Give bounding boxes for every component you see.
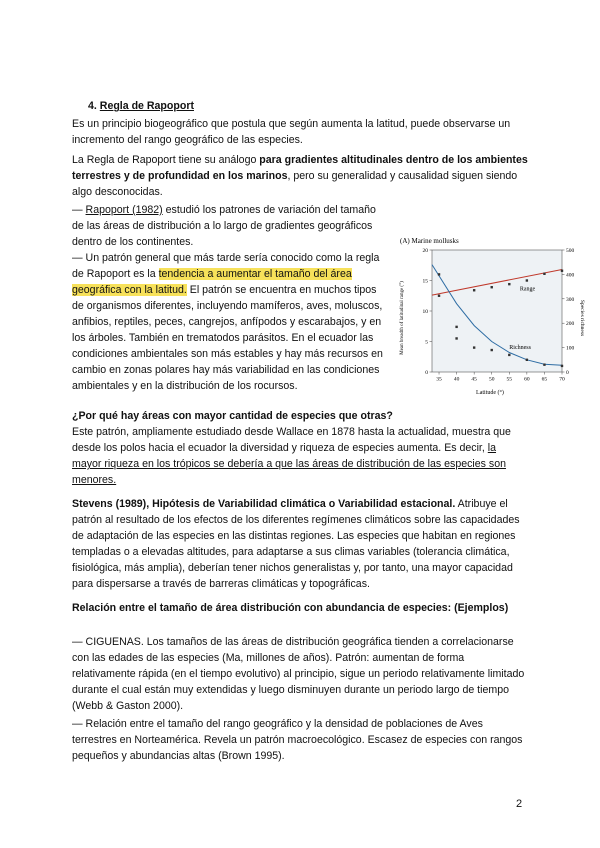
section-number: 4. [88,100,97,112]
data-point-richness [455,326,457,328]
data-point-range [455,337,457,339]
x-tick-label: 70 [559,376,565,383]
data-point-range [561,270,563,272]
analog-bold: para gradientes altitudinales dentro de los ambientes terrestres y de profundidad en los marinos [72,154,528,182]
data-point-richness [561,365,563,367]
highlighted-text: tendencia a aumentar el tamaño del área geográfica con la latitud. [72,268,352,296]
data-point-range [491,286,493,288]
data-point-richness [526,359,528,361]
pattern-text: — Un patrón general que más tarde sería conocido como la regla de Rapoport es la [72,252,380,280]
stevens-text: Atribuye el patrón al resultado de los efectos de los diferentes regímenes climáticos sobre las capacidades de adaptación de las especies en las distintas regiones. Las especies que habitan en regiones templadas o a elevadas altitudes, para adaptarse a sus climas variables (tolerancia climática, fisiológica, más amplia), deberían tener nichos generalistas y, por tanto, una mayor capacidad para dispersarse a través de barreras climáticas y topográficas. [72,498,520,590]
series-label-richness: Richness [509,344,531,351]
rapoport-text: estudió los patrones de variación del tamaño de las áreas de distribución a lo largo de gradientes geográficos dentro de los continentes. [72,204,376,248]
data-point-richness [473,346,475,348]
y-tick-label-right: 500 [566,248,575,254]
relation-heading: Relación entre el tamaño de área distribución con abundancia de especies: (Ejemplos) [72,602,509,614]
species-text: Este patrón, ampliamente estudiado desde Wallace en 1878 hasta la actualidad, muestra que desde los polos hacia el ecuador la diversidad y riqueza de especies aumenta. Es decir, [72,426,511,454]
chart-title: (A) Marine mollusks [400,237,459,245]
y-axis-label-left: Mean breadth of latitudinal range (°) [400,281,405,355]
y-tick-label-left: 5 [425,339,428,346]
species-paragraph [72,424,528,488]
data-point-range [438,295,440,297]
y-tick-label-left: 0 [425,370,428,376]
x-tick-label: 35 [436,376,442,383]
data-point-range [526,279,528,281]
rapoport-citation: Rapoport (1982) [85,204,163,216]
marine-mollusks-figure [398,236,584,396]
analog-text: La Regla de Rapoport tiene su análogo [72,154,260,166]
x-tick-label: 45 [471,376,477,383]
x-tick-label: 40 [453,376,460,383]
y-tick-label-right: 300 [566,296,575,303]
x-tick-label: 65 [541,376,548,383]
y-tick-label-left: 15 [422,278,428,285]
y-tick-label-right: 0 [566,370,569,376]
intro-paragraph: Es un principio biogeográfico que postula que según aumenta la latitud, puede observarse un incremento del rango geográfico de las especies. [72,118,511,146]
page-number: 2 [516,798,523,810]
x-tick-label: 55 [506,376,513,383]
marine-mollusks-chart [398,236,584,396]
analog-text-end: , pero su generalidad y causalidad siguen siendo algo desconocidas. [72,170,518,198]
y-tick-label-left: 10 [422,309,428,315]
ciguenas-paragraph: — CIGUENAS. Los tamaños de las áreas de distribución geográfica tienden a correlacionarse con las edades de las especies (Ma, millones de años). Patrón: aumentan de forma relativamente rápida (en el tiempo evolutivo) al principio, sigue un periodo relativamente limitado durante el cual están muy extendidas y luego disminuyen durante un periodo largo de tiempo (Webb & Gaston 2000). [72,636,525,712]
rapoport-paragraph [72,202,388,250]
y-tick-label-left: 20 [422,248,428,254]
section-title: Regla de Rapoport [99,100,194,112]
data-point-range [508,283,510,285]
data-point-richness [438,273,440,275]
series-label-range: Range [519,286,536,293]
x-axis-label: Latitude (°) [476,390,504,396]
aves-paragraph: — Relación entre el tamaño del rango geográfico y la densidad de poblaciones de Aves terrestres en Norteamérica. Revela un patrón macroecológico. Escasez de especies con rangos pequeños y abundancias altas (Brown 1995). [72,718,523,762]
y-tick-label-right: 100 [566,345,575,352]
x-tick-label: 60 [524,376,530,383]
y-tick-label-right: 200 [566,321,575,328]
analog-paragraph [72,152,528,200]
y-axis-label-right: Species richness [579,299,585,337]
data-point-range [473,289,475,291]
stevens-bold: Stevens (1989), Hipótesis de Variabilidad climática o Variabilidad estacional. [72,498,456,510]
species-underlined: la mayor riqueza en los trópicos se debería a que las áreas de distribución de las especies son menores. [72,442,507,486]
data-point-richness [508,354,510,356]
data-point-richness [543,363,545,365]
y-tick-label-right: 400 [566,272,575,279]
x-tick-label: 50 [488,376,495,383]
pattern-text-end: El patrón se encuentra en muchos tipos de organismos diferentes, incluyendo mamíferos, aves, moluscos, anfibios, reptiles, peces, cangrejos, anfípodos y escarabajos, y en los árboles. También en trematodos parásitos. En el ecuador las condiciones ambientales son más estables y hay más recursos en cambio en zonas polares hay más variabilidad en las condiciones ambientales y en la distribución de los rocursos. [72,284,383,392]
chart-axes [423,248,575,383]
section-heading [88,98,544,114]
stevens-paragraph [72,496,528,592]
plot-area [432,250,562,372]
species-question-heading: ¿Por qué hay áreas con mayor cantidad de especies que otras? [72,410,393,422]
data-point-richness [491,349,493,351]
pattern-paragraph [72,250,390,394]
dash: — [72,204,86,216]
data-point-range [543,273,545,275]
